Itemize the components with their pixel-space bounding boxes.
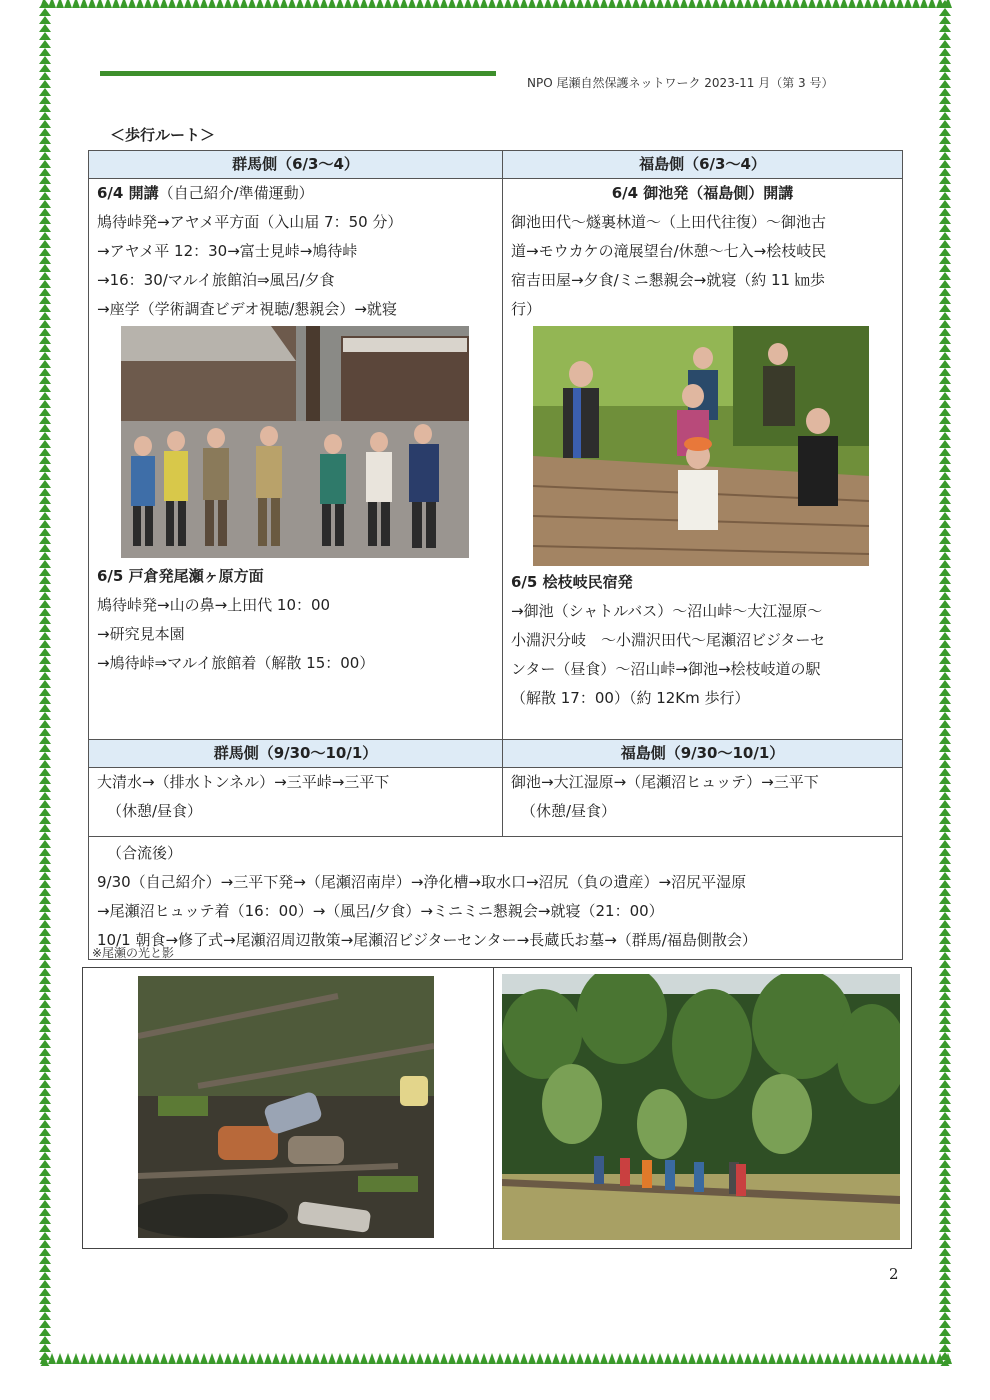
gunma-day1-line: →16：30/マルイ旅館泊⇒風呂/夕食 [97, 271, 335, 289]
route-table [88, 150, 903, 960]
gunma-day1-line: 鳩待峠発→アヤメ平方面（入山届 7：50 分） [97, 213, 403, 231]
gunma-day2-title: 6/5 戸倉発尾瀬ヶ原方面 [97, 567, 264, 585]
merged-route-cell [89, 837, 903, 960]
gunma-sept-header: 群馬側（9/30～10/1） [89, 740, 503, 768]
fukushima-day1-line: 宿吉田屋→夕食/ミニ懇親会→就寝（約 11 ㎞歩 [511, 271, 825, 289]
fukushima-day1-title: 6/4 御池発（福島側）開講 [611, 184, 794, 202]
gunma-group-photo [121, 326, 469, 558]
fukushima-june-header: 福島側（6/3～4） [503, 151, 903, 179]
merged-line: 9/30（自己紹介）→三平下発→（尾瀬沼南岸）→浄化槽→取水口→沼尻（負の遺産）→沼尻平湿原 [97, 873, 747, 891]
gunma-day1-line: →アヤメ平 12：30→富士見峠→鳩待峠 [97, 242, 358, 260]
fukushima-day2-line: ンター（昼食）～沼山峠→御池→桧枝岐道の駅 [511, 660, 821, 678]
fukushima-sept-line: 御池→大江湿原→（尾瀬沼ヒュッテ）→三平下 [511, 773, 819, 791]
section-title: ＜歩行ルート＞ [110, 126, 216, 144]
merged-line: →尾瀬沼ヒュッテ着（16：00）→（風呂/夕食）→ミニミニ懇親会→就寝（21：00） [97, 902, 664, 920]
tree-border-top [40, 0, 952, 10]
forest-walk-photo [502, 974, 900, 1240]
gunma-day1-line: →座学（学術調査ビデオ視聴/懇親会）→就寝 [97, 300, 397, 318]
fukushima-day2-title: 6/5 桧枝岐民宿発 [511, 573, 633, 591]
photo-divider [493, 967, 494, 1248]
gunma-day1-heading [97, 179, 494, 208]
photo-caption: ※尾瀬の光と影 [92, 946, 175, 960]
fukushima-sept-line: （休憩/昼食） [521, 802, 617, 820]
fukushima-day1-line: 行） [511, 300, 542, 318]
gunma-day2-line: 鳩待峠発→山の鼻→上田代 10：00 [97, 596, 331, 614]
merged-title: （合流後） [107, 844, 183, 862]
tree-border-right [938, 0, 952, 1366]
fukushima-day1-line: 御池田代～燧裏林道～（上田代往復）～御池古 [511, 213, 827, 231]
fukushima-sept-header: 福島側（9/30～10/1） [503, 740, 903, 768]
fukushima-june-cell [503, 179, 903, 740]
litter-photo [138, 976, 434, 1238]
tree-border-left [38, 0, 52, 1366]
fukushima-day2-line: →御池（シャトルバス）～沼山峠～大江湿原～ [511, 602, 823, 620]
gunma-sept-line: 大清水→（排水トンネル）→三平峠→三平下 [97, 773, 390, 791]
newsletter-header: NPO 尾瀬自然保護ネットワーク 2023-11 月（第 3 号） [527, 76, 834, 90]
fukushima-sept-cell [503, 768, 903, 837]
merged-line: 10/1 朝食→修了式→尾瀬沼周辺散策→尾瀬沼ビジターセンター→長蔵氏お墓→（群馬/福島側散会） [97, 931, 757, 949]
tree-border-bottom [40, 1352, 952, 1366]
fukushima-day1-line: 道→モウカケの滝展望台/休憩～七入→桧枝岐民 [511, 242, 827, 260]
gunma-day2-line: →鳩待峠⇒マルイ旅館着（解散 15：00） [97, 654, 375, 672]
gunma-june-cell [89, 179, 503, 740]
fukushima-day2-line: （解散 17：00）（約 12Km 歩行） [511, 689, 750, 707]
gunma-sept-cell [89, 768, 503, 837]
fukushima-group-photo [533, 326, 869, 566]
gunma-june-header: 群馬側（6/3～4） [89, 151, 503, 179]
gunma-sept-line: （休憩/昼食） [107, 802, 203, 820]
header-accent-bar [100, 71, 496, 76]
page-number: 2 [889, 1265, 899, 1283]
gunma-day1-title: 6/4 開講 [97, 184, 159, 202]
gunma-day1-note: （自己紹介/準備運動） [158, 184, 314, 202]
gunma-day2-line: →研究見本園 [97, 625, 185, 643]
fukushima-day2-line: 小淵沢分岐 ～小淵沢田代～尾瀬沼ビジターセ [511, 631, 826, 649]
